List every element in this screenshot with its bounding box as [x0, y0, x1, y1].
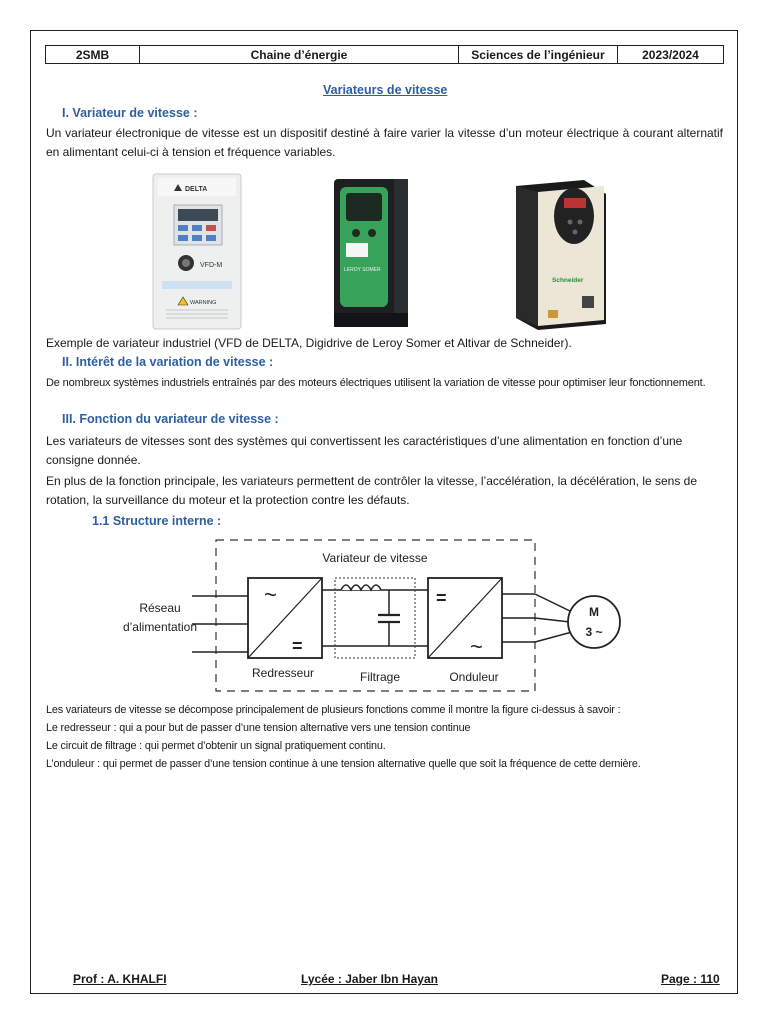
page-title: Variateurs de vitesse	[323, 83, 448, 97]
delta-brand-text: DELTA	[185, 186, 208, 193]
section-1-heading: I. Variateur de vitesse :	[62, 106, 198, 120]
inverter-ac-symbol: ~	[470, 634, 483, 659]
section-2-heading: II. Intérêt de la variation de vitesse :	[62, 355, 274, 369]
filter-label: Filtrage	[359, 670, 401, 684]
diagram-title: Variateur de vitesse	[322, 551, 428, 565]
inverter-label: Onduleur	[449, 670, 499, 684]
delta-warning-text: WARNING	[190, 300, 217, 306]
header-subject: Sciences de l’ingénieur	[459, 46, 618, 64]
altivar-image	[512, 178, 608, 330]
footer-page: Page : 110	[661, 972, 720, 986]
header-year: 2023/2024	[618, 46, 724, 64]
footer-prof: Prof : A. KHALFI	[73, 972, 167, 986]
explanation-line-3: Le circuit de filtrage : qui permet d’obtenir un signal pratiquement continu.	[46, 740, 386, 752]
section-3-text-2: En plus de la fonction principale, les variateurs permettent de contrôler la vitesse, l’accélération, la décélération, le sens de rotation, la surveillance du moteur et la protection contre les défauts.	[46, 474, 698, 507]
rectifier-dc-symbol: =	[292, 636, 303, 656]
footer-school: Lycée : Jaber Ibn Hayan	[301, 972, 438, 986]
header-chapter: Chaine d’énergie	[140, 46, 459, 64]
digidrive-image	[332, 175, 412, 330]
inverter-dc-symbol: =	[436, 588, 447, 608]
explanation-line-4: L’onduleur : qui permet de passer d’une tension continue à une tension alternative quelle que soit la fréquence de cette dernière.	[46, 758, 641, 770]
structure-heading: 1.1 Structure interne :	[92, 514, 222, 528]
delta-vfd-image	[152, 173, 242, 330]
leroy-brand-text: LEROY SOMER	[344, 267, 381, 273]
section-1-text: Un variateur électronique de vitesse est un dispositif destiné à faire varier la vitesse d’un moteur électrique à courant alternatif en alimentant celui-ci à tension et fréquence variables.	[46, 126, 723, 159]
input-label-2: d’alimentation	[122, 620, 198, 634]
section-2-text: De nombreux systèmes industriels entraînés par des moteurs électriques utilisent la variation de vitesse pour optimiser leur fonctionnement.	[46, 377, 706, 389]
explanation-line-1: Les variateurs de vitesse se décompose principalement de plusieurs fonctions comme il montre la figure ci-dessus à savoir :	[46, 704, 621, 716]
motor-icon	[568, 596, 620, 648]
motor-label: M	[589, 605, 599, 619]
structure-diagram	[0, 530, 768, 700]
section-3-text-1: Les variateurs de vitesses sont des systèmes qui convertissent les caractéristiques d’une alimentation en fonction d’une consigne donnée.	[46, 434, 683, 467]
header-table	[45, 45, 724, 64]
section-3-heading: III. Fonction du variateur de vitesse :	[62, 412, 279, 426]
delta-model-text: VFD-M	[200, 262, 223, 269]
input-label-1: Réseau	[139, 601, 181, 615]
inductor-icon	[341, 585, 381, 590]
header-level: 2SMB	[46, 46, 140, 64]
schneider-brand-text: Schneider	[552, 277, 584, 284]
devices-caption: Exemple de variateur industriel (VFD de DELTA, Digidrive de Leroy Somer et Altivar de Schneider).	[46, 336, 572, 350]
motor-phase-label: 3 ~	[585, 625, 603, 639]
rectifier-ac-symbol: ~	[264, 582, 277, 607]
explanation-line-2: Le redresseur : qui a pour but de passer d’une tension alternative vers une tension continue	[46, 722, 471, 734]
rectifier-label: Redresseur	[251, 666, 315, 680]
